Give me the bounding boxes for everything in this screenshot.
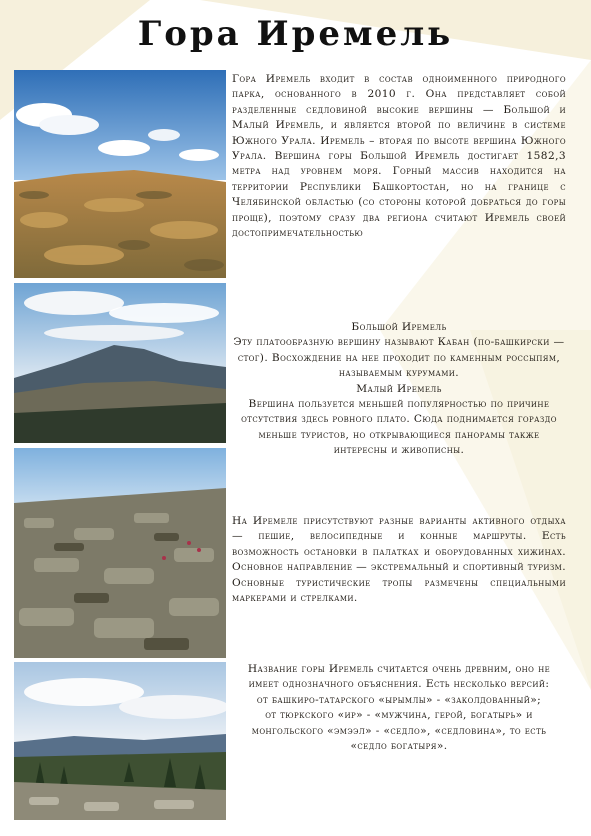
small-iremel-text: Вершина пользуется меньшей популярностью по причине отсутствия здесь ровного плато. Сюда поднимается гораздо меньше туристов, но открывающиеся панорамы также интересны и живописны. <box>241 398 557 457</box>
name-origin-intro: Название горы Иремель считается очень древним, оно не имеет однозначного объяснения. Есть несколько версий: <box>247 663 551 691</box>
activity-paragraph: На Иремеле присутствуют разные варианты активного отдыха — пешие, велосипедные и конные маршруты. Есть возможность остановки в палатках и оборудованных хижинах. Основное направление — экстремальный и спортивный туризм. Основные туристические тропы размечены специальными маркерами и стрелками. <box>232 515 566 605</box>
big-iremel-heading: Большой Иремель <box>351 321 447 333</box>
peaks-section <box>232 320 566 459</box>
photo-big-iremel <box>14 283 226 443</box>
photo-plateau <box>14 70 226 278</box>
big-iremel-text: Эту платообразную вершину называют Кабан (по-башкирски — стог). Восхождение на нее проходит по каменным россыпям, называемым курумами. <box>233 336 565 380</box>
photo-forest-view <box>14 662 226 820</box>
small-iremel-heading: Малый Иремель <box>356 382 442 395</box>
name-origin-version-2: от тюркского «ир» - «мужчина, герой, богатырь» и монгольского «эмээл» - «седло», «седловина», то есть «седло богатыря». <box>251 709 547 753</box>
intro-paragraph: Гора Иремель входит в состав одноименного природного парка, основанного в 2010 г. Она представляет собой разделенные седловиной высокие вершины — Большой и Малый Иремель, и является второй по величине в системе Южного Урала. Иремель – вторая по высоте вершина Южного Урала. Вершина горы Большой Иремель достигает 1582,3 метра над уровнем моря. Горный массив находится на территории Республики Башкортостан, но на границе с Челябинской областью (со стороны которой добраться до горы проще), поэтому сразу два региона считают Иремель своей достопримечательностью <box>232 73 566 240</box>
name-origin-section <box>232 662 566 754</box>
photo-kurums <box>14 448 226 658</box>
name-origin-version-1: от башкиро-татарского «ырымлы» - «заколдованный»; <box>256 693 542 706</box>
page-title: Гора Иремель <box>137 14 454 54</box>
